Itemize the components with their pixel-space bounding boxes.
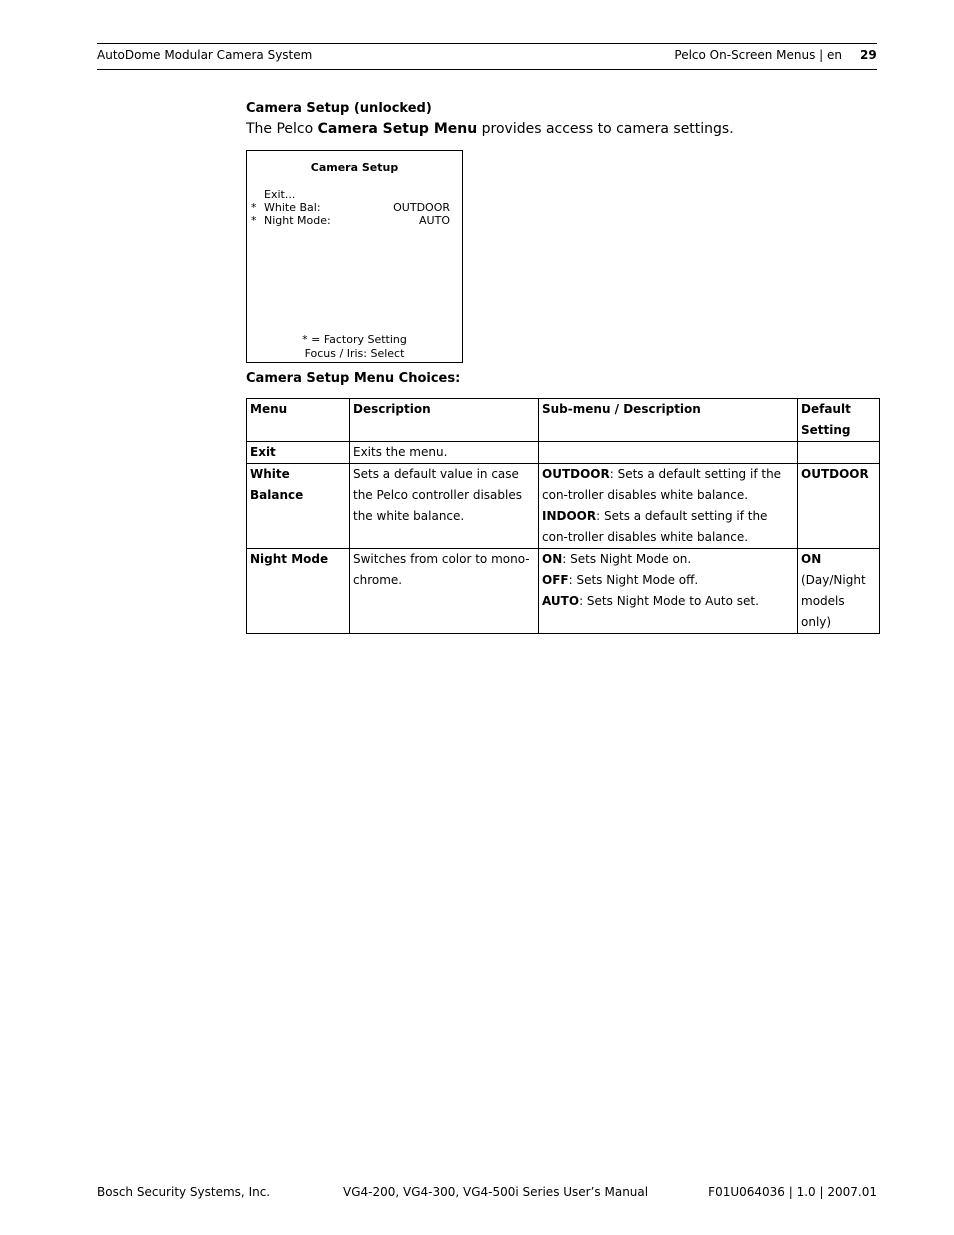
default-cell: OUTDOOR bbox=[798, 464, 880, 549]
osd-menu-item-label: Night Mode: bbox=[264, 214, 331, 227]
osd-menu-item-value: OUTDOOR bbox=[393, 201, 450, 214]
page-number: 29 bbox=[860, 48, 877, 62]
option-text: : Sets Night Mode off. bbox=[568, 573, 699, 587]
factory-setting-marker: * bbox=[251, 201, 257, 214]
column-header-submenu: Sub-menu / Description bbox=[539, 399, 798, 442]
header-top-rule bbox=[97, 43, 877, 44]
option-key: OFF bbox=[542, 573, 569, 587]
osd-menu-item-label: White Bal: bbox=[264, 201, 321, 214]
osd-menu-item bbox=[251, 201, 450, 214]
osd-menu-footer-hint: Focus / Iris: Select bbox=[304, 347, 405, 360]
header-document-title: AutoDome Modular Camera System bbox=[97, 48, 313, 62]
option-key: OUTDOOR bbox=[542, 467, 610, 481]
option-text: : Sets Night Mode on. bbox=[562, 552, 692, 566]
table-row-white-balance bbox=[247, 464, 880, 549]
menu-cell: Exit bbox=[247, 442, 350, 464]
table-row-exit bbox=[247, 442, 880, 464]
intro-suffix: provides access to camera settings. bbox=[477, 121, 734, 137]
submenu-cell bbox=[539, 549, 798, 634]
default-note: (Day/Night models only) bbox=[801, 573, 866, 629]
section-title: Camera Setup (unlocked) bbox=[246, 101, 432, 116]
default-value: ON bbox=[801, 552, 822, 566]
table-row-night-mode bbox=[247, 549, 880, 634]
column-header-default: Default Setting bbox=[798, 399, 880, 442]
submenu-cell bbox=[539, 442, 798, 464]
option-text: : Sets a default setting if the con-troller disables white balance. bbox=[542, 467, 782, 502]
osd-menu-item bbox=[251, 214, 450, 227]
osd-menu-item bbox=[251, 188, 450, 201]
submenu-cell bbox=[539, 464, 798, 549]
description-cell: Switches from color to mono-chrome. bbox=[350, 549, 539, 634]
intro-paragraph bbox=[246, 121, 734, 137]
description-cell: Exits the menu. bbox=[350, 442, 539, 464]
description-cell: Sets a default value in case the Pelco controller disables the white balance. bbox=[350, 464, 539, 549]
footer-document-id: F01U064036 | 1.0 | 2007.01 bbox=[708, 1185, 877, 1199]
intro-prefix: The Pelco bbox=[246, 121, 318, 137]
submenu-option bbox=[542, 464, 794, 506]
osd-menu-item-value: AUTO bbox=[419, 214, 450, 227]
option-key: ON bbox=[542, 552, 563, 566]
option-key: AUTO bbox=[542, 594, 580, 608]
submenu-option bbox=[542, 570, 794, 591]
footer-company: Bosch Security Systems, Inc. bbox=[97, 1185, 271, 1199]
column-header-menu: Menu bbox=[247, 399, 350, 442]
osd-menu-footer-legend: * = Factory Setting bbox=[302, 333, 407, 346]
choices-title: Camera Setup Menu Choices: bbox=[246, 371, 461, 386]
option-text: : Sets a default setting if the con-troller disables white balance. bbox=[542, 509, 768, 544]
option-key: INDOOR bbox=[542, 509, 597, 523]
default-cell bbox=[798, 442, 880, 464]
submenu-option bbox=[542, 506, 794, 548]
footer-manual-title: VG4-200, VG4-300, VG4-500i Series User’s Manual bbox=[343, 1185, 649, 1199]
submenu-option bbox=[542, 591, 794, 612]
factory-setting-marker: * bbox=[251, 214, 257, 227]
menu-cell: White Balance bbox=[247, 464, 350, 549]
osd-menu-item-label: Exit... bbox=[264, 188, 296, 201]
option-text: : Sets Night Mode to Auto set. bbox=[579, 594, 759, 608]
menu-cell: Night Mode bbox=[247, 549, 350, 634]
osd-menu-title: Camera Setup bbox=[310, 161, 399, 174]
osd-menu-box bbox=[246, 150, 463, 363]
menu-choices-table bbox=[246, 398, 880, 634]
header-section-label: Pelco On-Screen Menus | en bbox=[674, 48, 842, 62]
submenu-option bbox=[542, 549, 794, 570]
intro-bold-term: Camera Setup Menu bbox=[317, 121, 478, 137]
column-header-description: Description bbox=[350, 399, 539, 442]
default-cell bbox=[798, 549, 880, 634]
table-header-row bbox=[247, 399, 880, 442]
header-bottom-rule bbox=[97, 69, 877, 70]
